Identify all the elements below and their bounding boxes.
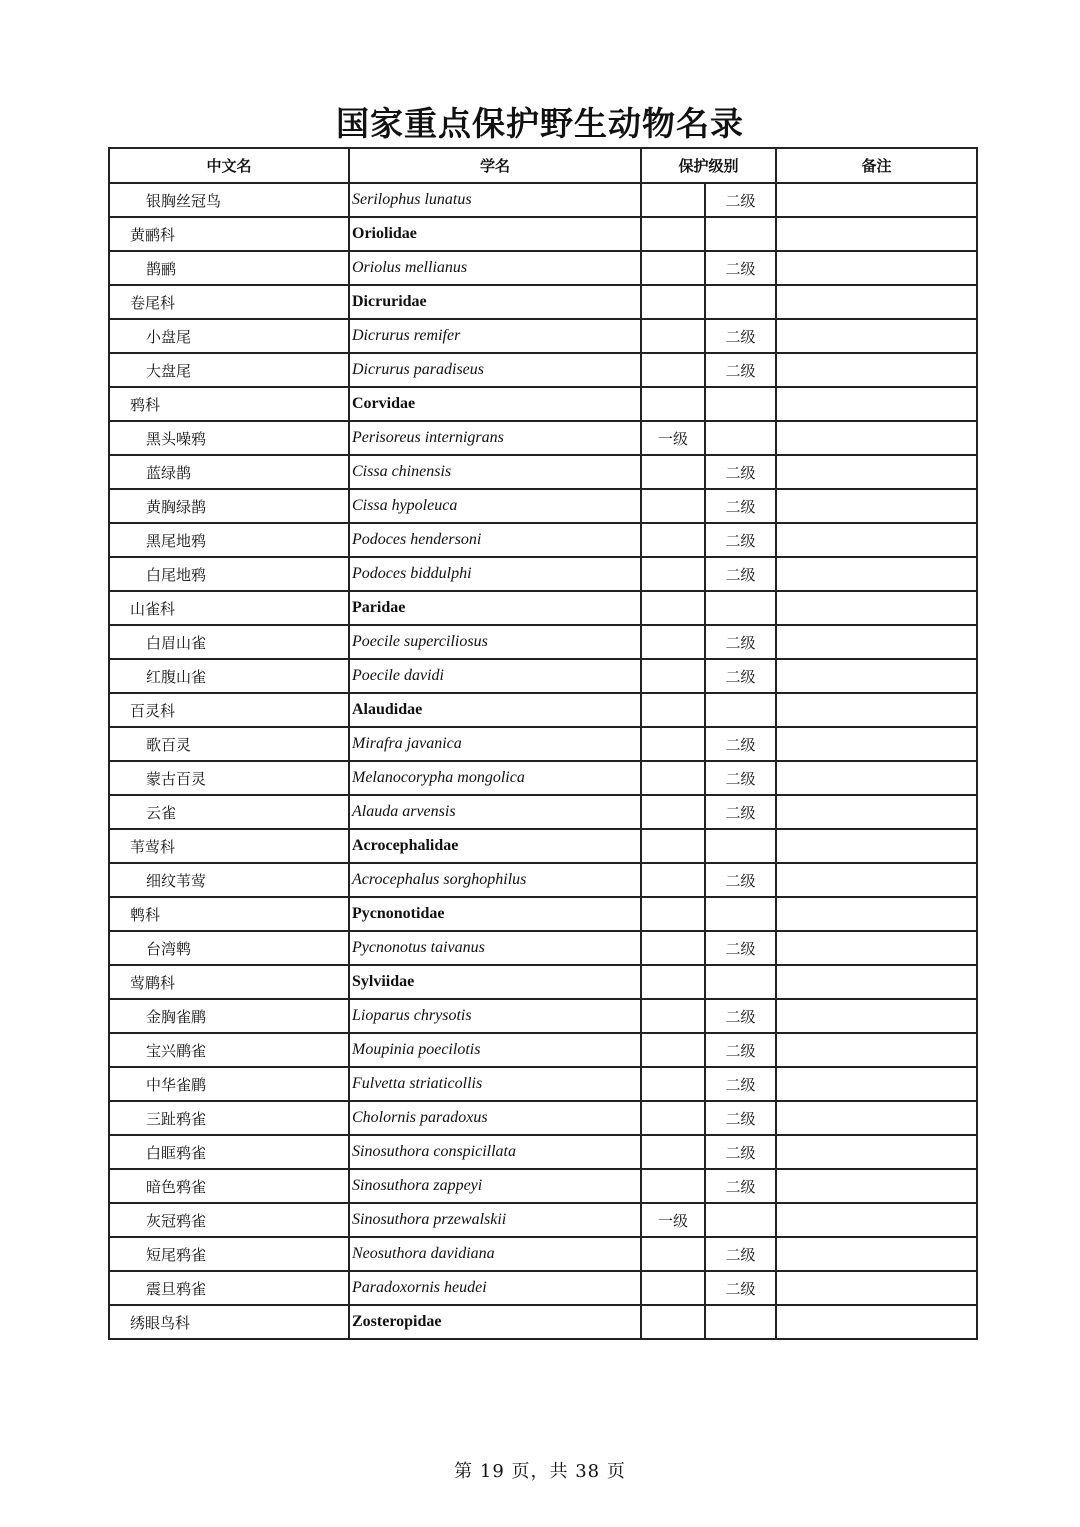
family-row <box>109 591 977 625</box>
chinese-name: 黑尾地鸦 <box>109 523 349 557</box>
family-row <box>109 829 977 863</box>
note <box>776 353 977 387</box>
scientific-name: Oriolidae <box>349 217 641 251</box>
level-1 <box>641 285 705 319</box>
level-2: 二级 <box>705 1101 776 1135</box>
level-2: 二级 <box>705 1237 776 1271</box>
level-1 <box>641 625 705 659</box>
family-row <box>109 693 977 727</box>
chinese-name: 百灵科 <box>109 693 349 727</box>
scientific-name: Mirafra javanica <box>349 727 641 761</box>
chinese-name: 云雀 <box>109 795 349 829</box>
scientific-name: Fulvetta striaticollis <box>349 1067 641 1101</box>
chinese-name: 大盘尾 <box>109 353 349 387</box>
family-row <box>109 897 977 931</box>
level-2: 二级 <box>705 931 776 965</box>
level-1 <box>641 761 705 795</box>
chinese-name: 银胸丝冠鸟 <box>109 183 349 217</box>
species-row <box>109 1271 977 1305</box>
chinese-name: 蒙古百灵 <box>109 761 349 795</box>
level-1 <box>641 489 705 523</box>
scientific-name: Corvidae <box>349 387 641 421</box>
scientific-name: Sinosuthora zappeyi <box>349 1169 641 1203</box>
scientific-name: Neosuthora davidiana <box>349 1237 641 1271</box>
species-row <box>109 863 977 897</box>
level-1 <box>641 319 705 353</box>
level-2: 二级 <box>705 727 776 761</box>
chinese-name: 黄鹂科 <box>109 217 349 251</box>
note <box>776 659 977 693</box>
note <box>776 965 977 999</box>
species-row <box>109 659 977 693</box>
header-sci-name: 学名 <box>349 148 641 183</box>
species-row <box>109 1135 977 1169</box>
species-row <box>109 1237 977 1271</box>
note <box>776 455 977 489</box>
note <box>776 387 977 421</box>
species-row <box>109 319 977 353</box>
scientific-name: Poecile davidi <box>349 659 641 693</box>
level-1 <box>641 1271 705 1305</box>
note <box>776 1067 977 1101</box>
header-level: 保护级别 <box>641 148 776 183</box>
level-2: 二级 <box>705 1067 776 1101</box>
note <box>776 625 977 659</box>
scientific-name: Podoces hendersoni <box>349 523 641 557</box>
level-1 <box>641 217 705 251</box>
chinese-name: 白尾地鸦 <box>109 557 349 591</box>
note <box>776 1237 977 1271</box>
chinese-name: 中华雀鹛 <box>109 1067 349 1101</box>
chinese-name: 山雀科 <box>109 591 349 625</box>
level-1 <box>641 1305 705 1339</box>
chinese-name: 台湾鹎 <box>109 931 349 965</box>
level-1 <box>641 1033 705 1067</box>
level-2 <box>705 387 776 421</box>
level-1 <box>641 1135 705 1169</box>
scientific-name: Alaudidae <box>349 693 641 727</box>
scientific-name: Cissa hypoleuca <box>349 489 641 523</box>
species-row <box>109 251 977 285</box>
chinese-name: 短尾鸦雀 <box>109 1237 349 1271</box>
species-row <box>109 795 977 829</box>
chinese-name: 鹊鹂 <box>109 251 349 285</box>
level-1 <box>641 659 705 693</box>
scientific-name: Oriolus mellianus <box>349 251 641 285</box>
level-2 <box>705 285 776 319</box>
level-2: 二级 <box>705 353 776 387</box>
chinese-name: 卷尾科 <box>109 285 349 319</box>
scientific-name: Alauda arvensis <box>349 795 641 829</box>
level-2: 二级 <box>705 625 776 659</box>
note <box>776 217 977 251</box>
level-1: 一级 <box>641 421 705 455</box>
scientific-name: Sinosuthora conspicillata <box>349 1135 641 1169</box>
level-1 <box>641 897 705 931</box>
species-row <box>109 489 977 523</box>
level-2: 二级 <box>705 251 776 285</box>
page-title: 国家重点保护野生动物名录 <box>336 104 744 143</box>
page-number: 第 19 页，共 38 页 <box>454 1461 626 1482</box>
scientific-name: Dicrurus remifer <box>349 319 641 353</box>
scientific-name: Melanocorypha mongolica <box>349 761 641 795</box>
species-row <box>109 1203 977 1237</box>
level-2 <box>705 965 776 999</box>
level-1 <box>641 1101 705 1135</box>
level-2 <box>705 421 776 455</box>
note <box>776 319 977 353</box>
scientific-name: Paradoxornis heudei <box>349 1271 641 1305</box>
note <box>776 999 977 1033</box>
chinese-name: 白眶鸦雀 <box>109 1135 349 1169</box>
level-1 <box>641 727 705 761</box>
note <box>776 1271 977 1305</box>
level-2 <box>705 693 776 727</box>
chinese-name: 苇莺科 <box>109 829 349 863</box>
note <box>776 693 977 727</box>
level-2: 二级 <box>705 489 776 523</box>
species-row <box>109 353 977 387</box>
level-2 <box>705 217 776 251</box>
level-1 <box>641 387 705 421</box>
level-2 <box>705 1305 776 1339</box>
note <box>776 761 977 795</box>
chinese-name: 莺鹛科 <box>109 965 349 999</box>
scientific-name: Acrocephalidae <box>349 829 641 863</box>
family-row <box>109 217 977 251</box>
species-row <box>109 931 977 965</box>
level-2: 二级 <box>705 183 776 217</box>
level-2: 二级 <box>705 1169 776 1203</box>
level-1 <box>641 863 705 897</box>
note <box>776 1305 977 1339</box>
species-row <box>109 761 977 795</box>
level-1 <box>641 1067 705 1101</box>
scientific-name: Cholornis paradoxus <box>349 1101 641 1135</box>
note <box>776 1203 977 1237</box>
note <box>776 421 977 455</box>
chinese-name: 宝兴鹛雀 <box>109 1033 349 1067</box>
scientific-name: Dicrurus paradiseus <box>349 353 641 387</box>
chinese-name: 绣眼鸟科 <box>109 1305 349 1339</box>
note <box>776 1135 977 1169</box>
note <box>776 795 977 829</box>
species-row <box>109 183 977 217</box>
note <box>776 1169 977 1203</box>
level-2: 二级 <box>705 455 776 489</box>
table-header <box>109 148 977 183</box>
level-2 <box>705 897 776 931</box>
level-1 <box>641 1237 705 1271</box>
chinese-name: 黄胸绿鹊 <box>109 489 349 523</box>
scientific-name: Sinosuthora przewalskii <box>349 1203 641 1237</box>
level-2: 二级 <box>705 999 776 1033</box>
level-1 <box>641 455 705 489</box>
level-1 <box>641 557 705 591</box>
note <box>776 183 977 217</box>
level-1 <box>641 591 705 625</box>
species-row <box>109 523 977 557</box>
species-row <box>109 727 977 761</box>
scientific-name: Cissa chinensis <box>349 455 641 489</box>
note <box>776 897 977 931</box>
level-1 <box>641 999 705 1033</box>
species-row <box>109 557 977 591</box>
chinese-name: 黑头噪鸦 <box>109 421 349 455</box>
scientific-name: Sylviidae <box>349 965 641 999</box>
scientific-name: Acrocephalus sorghophilus <box>349 863 641 897</box>
chinese-name: 暗色鸦雀 <box>109 1169 349 1203</box>
scientific-name: Paridae <box>349 591 641 625</box>
species-row <box>109 1101 977 1135</box>
chinese-name: 蓝绿鹊 <box>109 455 349 489</box>
note <box>776 931 977 965</box>
scientific-name: Poecile superciliosus <box>349 625 641 659</box>
note <box>776 1033 977 1067</box>
species-row <box>109 1169 977 1203</box>
family-row <box>109 387 977 421</box>
note <box>776 863 977 897</box>
chinese-name: 细纹苇莺 <box>109 863 349 897</box>
note <box>776 489 977 523</box>
chinese-name: 鹎科 <box>109 897 349 931</box>
family-row <box>109 1305 977 1339</box>
species-row <box>109 1033 977 1067</box>
level-1: 一级 <box>641 1203 705 1237</box>
chinese-name: 鸦科 <box>109 387 349 421</box>
scientific-name: Moupinia poecilotis <box>349 1033 641 1067</box>
level-2: 二级 <box>705 1271 776 1305</box>
family-row <box>109 965 977 999</box>
level-1 <box>641 795 705 829</box>
header-note: 备注 <box>776 148 977 183</box>
species-row <box>109 421 977 455</box>
chinese-name: 震旦鸦雀 <box>109 1271 349 1305</box>
scientific-name: Podoces biddulphi <box>349 557 641 591</box>
species-row <box>109 455 977 489</box>
level-2 <box>705 1203 776 1237</box>
level-2: 二级 <box>705 761 776 795</box>
level-1 <box>641 353 705 387</box>
level-2: 二级 <box>705 863 776 897</box>
note <box>776 285 977 319</box>
family-row <box>109 285 977 319</box>
level-2: 二级 <box>705 795 776 829</box>
level-2: 二级 <box>705 659 776 693</box>
level-2: 二级 <box>705 523 776 557</box>
scientific-name: Lioparus chrysotis <box>349 999 641 1033</box>
note <box>776 727 977 761</box>
note <box>776 523 977 557</box>
level-1 <box>641 183 705 217</box>
scientific-name: Serilophus lunatus <box>349 183 641 217</box>
level-2: 二级 <box>705 1135 776 1169</box>
chinese-name: 金胸雀鹛 <box>109 999 349 1033</box>
level-2 <box>705 829 776 863</box>
level-2: 二级 <box>705 1033 776 1067</box>
scientific-name: Dicruridae <box>349 285 641 319</box>
header-cn-name: 中文名 <box>109 148 349 183</box>
level-1 <box>641 693 705 727</box>
chinese-name: 红腹山雀 <box>109 659 349 693</box>
level-1 <box>641 523 705 557</box>
level-2: 二级 <box>705 557 776 591</box>
chinese-name: 灰冠鸦雀 <box>109 1203 349 1237</box>
note <box>776 591 977 625</box>
species-table <box>108 147 978 1340</box>
species-row <box>109 999 977 1033</box>
chinese-name: 小盘尾 <box>109 319 349 353</box>
scientific-name: Zosteropidae <box>349 1305 641 1339</box>
scientific-name: Perisoreus internigrans <box>349 421 641 455</box>
level-1 <box>641 251 705 285</box>
chinese-name: 白眉山雀 <box>109 625 349 659</box>
species-row <box>109 1067 977 1101</box>
level-2 <box>705 591 776 625</box>
level-2: 二级 <box>705 319 776 353</box>
scientific-name: Pycnonotidae <box>349 897 641 931</box>
chinese-name: 三趾鸦雀 <box>109 1101 349 1135</box>
note <box>776 829 977 863</box>
note <box>776 251 977 285</box>
species-row <box>109 625 977 659</box>
chinese-name: 歌百灵 <box>109 727 349 761</box>
level-1 <box>641 965 705 999</box>
level-1 <box>641 931 705 965</box>
level-1 <box>641 829 705 863</box>
scientific-name: Pycnonotus taivanus <box>349 931 641 965</box>
note <box>776 557 977 591</box>
note <box>776 1101 977 1135</box>
level-1 <box>641 1169 705 1203</box>
